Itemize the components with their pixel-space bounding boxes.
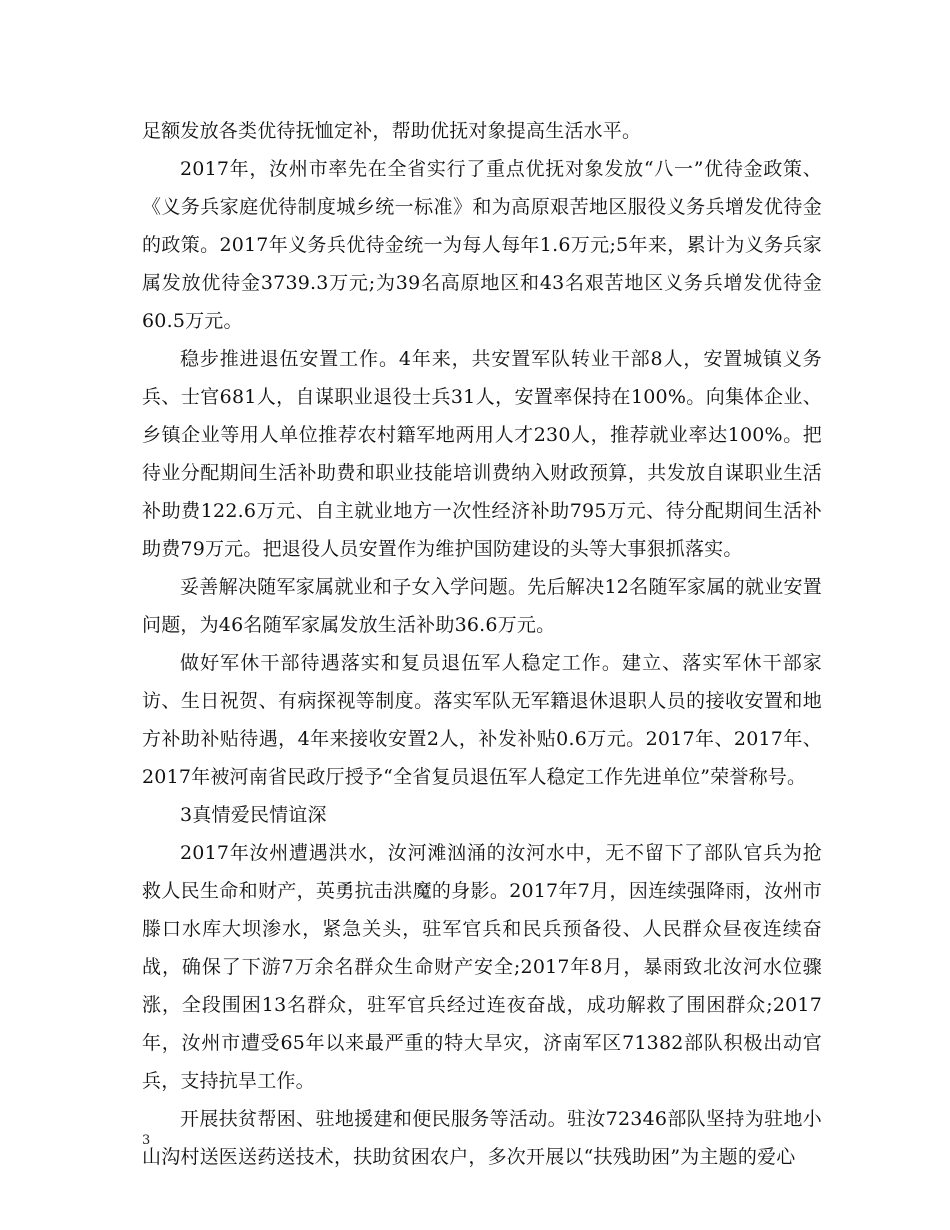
paragraph-6: 2017年汝州遭遇洪水，汝河滩汹涌的汝河水中，无不留下了部队官兵为抢救人民生命和财产，英勇抗击洪魔的身影。2017年7月，因连续强降雨，汝州市滕口水库大坝渗水，紧急关头，驻军官兵和民兵预备役、人民群众昼夜连续奋战，确保了下游7万余名群众生命财产安全;2017年8月，暴雨致北汝河水位骤涨，全段围困13名群众，驻军官兵经过连夜奋战，成功解救了围困群众;2017年，汝州市遭受65年以来最严重的特大旱灾，济南军区71382部队积极出动官兵，支持抗旱工作。 bbox=[142, 842, 822, 1092]
document-body bbox=[142, 112, 822, 1176]
paragraph-3: 稳步推进退伍安置工作。4年来，共安置军队转业干部8人，安置城镇义务兵、士官681人，自谋职业退役士兵31人，安置率保持在100%。向集体企业、乡镇企业等用人单位推荐农村籍军地两用人才230人，推荐就业率达100%。把待业分配期间生活补助费和职业技能培训费纳入财政预算，共发放自谋职业生活补助费122.6万元、自主就业地方一次性经济补助795万元、待分配期间生活补助费79万元。把退役人员安置作为维护国防建设的头等大事狠抓落实。 bbox=[142, 348, 822, 560]
paragraph-2: 2017年，汝州市率先在全省实行了重点优抚对象发放“八一”优待金政策、《义务兵家庭优待制度城乡统一标准》和为高原艰苦地区服役义务兵增发优待金的政策。2017年义务兵优待金统一为每人每年1.6万元;5年来，累计为义务兵家属发放优待金3739.3万元;为39名高原地区和43名艰苦地区义务兵增发优待金60.5万元。 bbox=[142, 158, 822, 332]
section-heading: 3真情爱民情谊深 bbox=[180, 804, 327, 826]
paragraph-7: 开展扶贫帮困、驻地援建和便民服务等活动。驻汝72346部队坚持为驻地小山沟村送医送药送技术，扶助贫困农户，多次开展以“扶残助困”为主题的爱心 bbox=[142, 1108, 822, 1168]
paragraph-5: 做好军休干部待遇落实和复员退伍军人稳定工作。建立、落实军休干部家访、生日祝贺、有病探视等制度。落实军队无军籍退休退职人员的接收安置和地方补助补贴待遇，4年来接收安置2人，补发补贴0.6万元。2017年、2017年、2017年被河南省民政厅授予“全省复员退伍军人稳定工作先进单位”荣誉称号。 bbox=[142, 652, 822, 788]
paragraph-1: 足额发放各类优待抚恤定补，帮助优抚对象提高生活水平。 bbox=[142, 120, 642, 142]
paragraph-4: 妥善解决随军家属就业和子女入学问题。先后解决12名随军家属的就业安置问题，为46名随军家属发放生活补助36.6万元。 bbox=[142, 576, 822, 636]
page-number: 3 bbox=[142, 1133, 151, 1148]
